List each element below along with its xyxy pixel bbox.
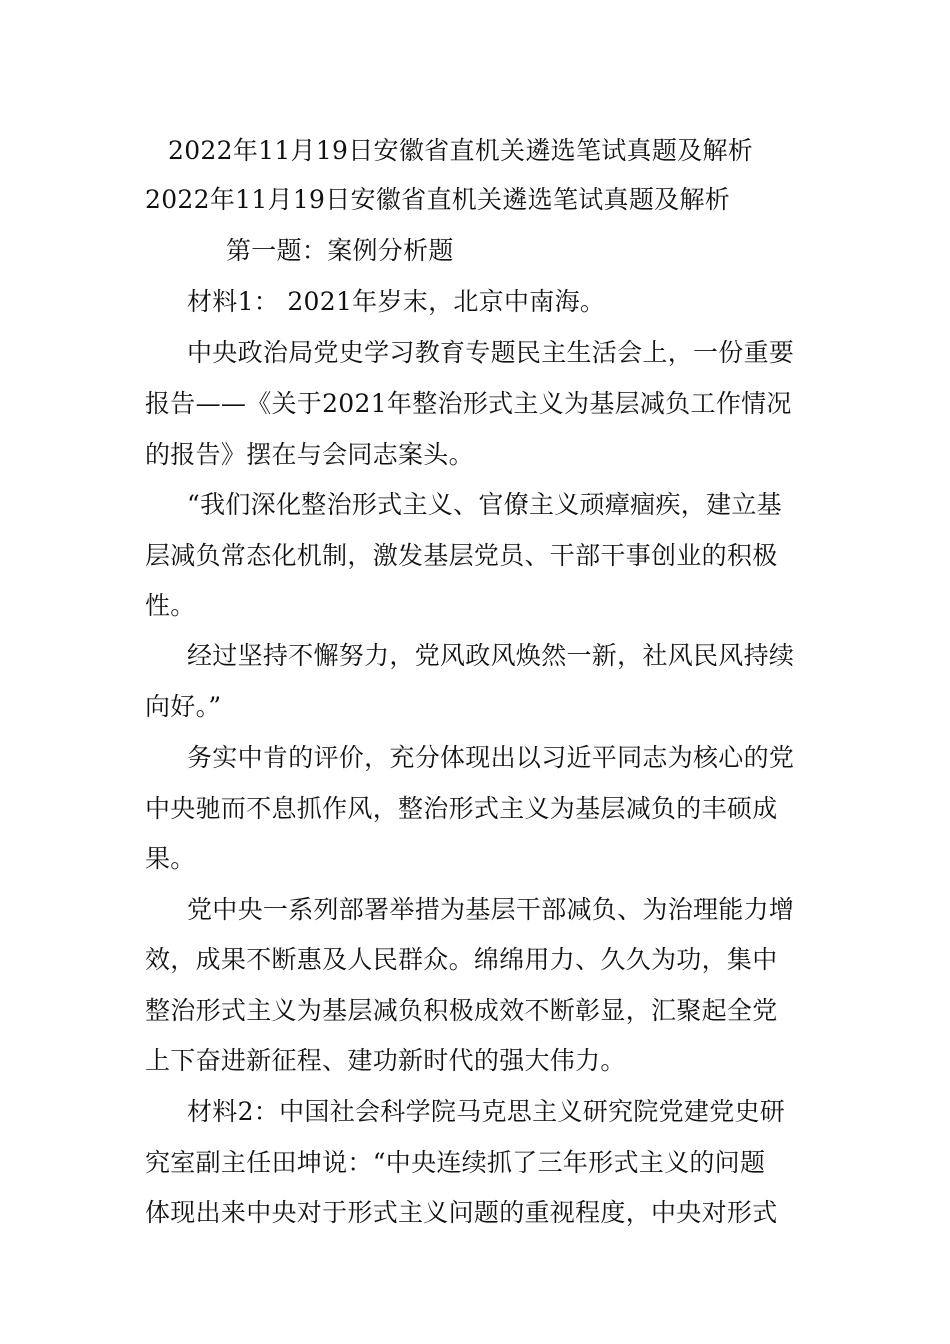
- paragraph-line: 的报告》摆在与会同志案头。: [145, 440, 474, 469]
- section-heading: 第一题：案例分析题: [226, 236, 454, 265]
- paragraph-line: “我们深化整治形式主义、官僚主义顽瘴痼疾，建立基: [187, 490, 782, 519]
- paragraph-line: 体现出来中央对于形式主义问题的重视程度，中央对形式: [145, 1198, 778, 1227]
- document-title: 2022年11月19日安徽省直机关遴选笔试真题及解析: [168, 136, 754, 165]
- paragraph-line: 务实中肯的评价，充分体现出以习近平同志为核心的党: [187, 743, 795, 772]
- paragraph-line: 效，成果不断惠及人民群众。绵绵用力、久久为功，集中: [145, 945, 778, 974]
- paragraph-line: 究室副主任田坤说：“中央连续抓了三年形式主义的问题: [145, 1148, 766, 1177]
- paragraph-line: 层减负常态化机制，激发基层党员、干部干事创业的积极: [145, 541, 778, 570]
- paragraph-line: 果。: [145, 844, 196, 873]
- paragraph-line: 经过坚持不懈努力，党风政风焕然一新，社风民风持续: [187, 641, 795, 670]
- material-2-line: 材料2：中国社会科学院马克思主义研究院党建党史研: [187, 1097, 786, 1126]
- paragraph-line: 性。: [145, 591, 196, 620]
- document-title-repeat: 2022年11月19日安徽省直机关遴选笔试真题及解析: [145, 185, 731, 214]
- paragraph-line: 中央政治局党史学习教育专题民主生活会上，一份重要: [187, 338, 795, 367]
- paragraph-line: 党中央一系列部署举措为基层干部减负、为治理能力增: [187, 895, 795, 924]
- paragraph-line: 上下奋进新征程、建功新时代的强大伟力。: [145, 1046, 626, 1075]
- paragraph-line: 向好。”: [145, 692, 222, 721]
- paragraph-line: 报告——《关于2021年整治形式主义为基层减负工作情况: [145, 389, 792, 418]
- paragraph-line: 整治形式主义为基层减负积极成效不断彰显，汇聚起全党: [145, 996, 778, 1025]
- paragraph-line: 中央驰而不息抓作风，整治形式主义为基层减负的丰硕成: [145, 794, 778, 823]
- material-1-heading: 材料1： 2021年岁末，北京中南海。: [187, 287, 606, 316]
